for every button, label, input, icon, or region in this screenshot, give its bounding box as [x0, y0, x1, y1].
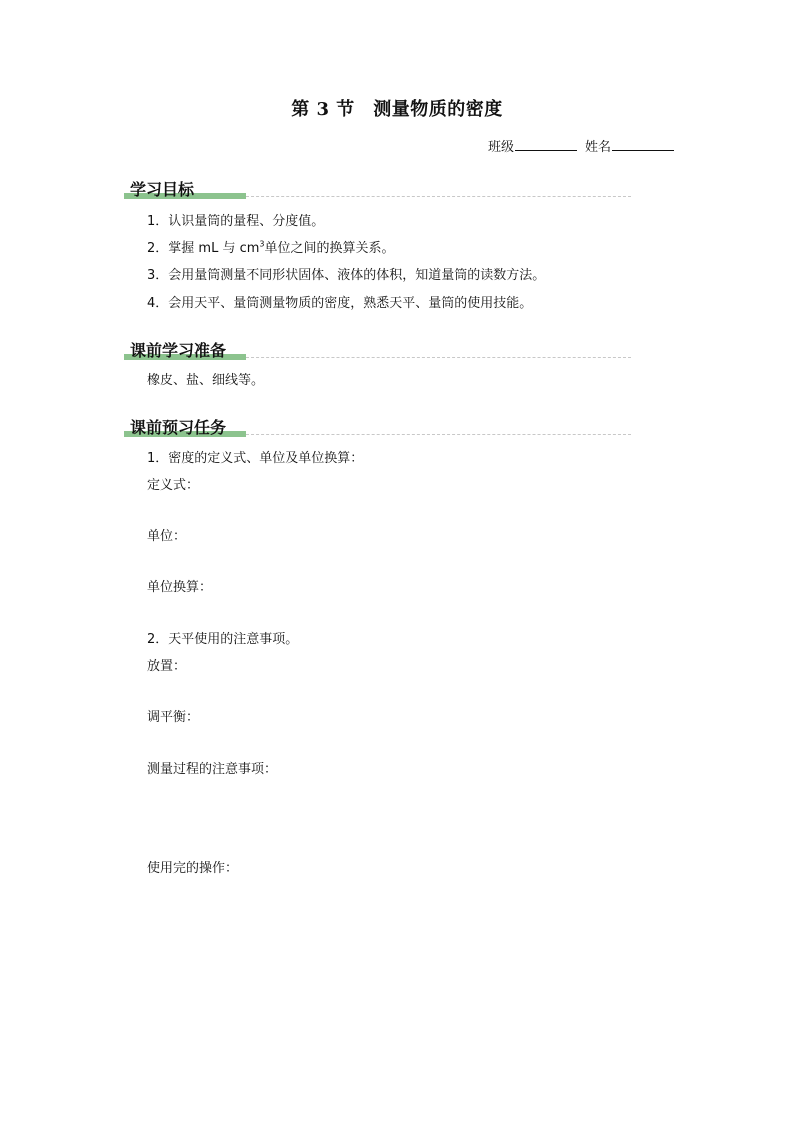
goal-item-2-tail: 单位之间的换算关系。 — [264, 241, 395, 256]
class-name-line — [488, 136, 674, 155]
section-prep-title: 课前学习准备 — [130, 341, 227, 360]
goal-item-4: 4．会用天平、量筒测量物质的密度，熟悉天平、量筒的使用技能。 — [147, 296, 533, 311]
preview-q2-measure: 测量过程的注意事项： — [147, 762, 278, 777]
section-preview-heading — [124, 415, 631, 441]
goal-item-2-sup: 3 — [259, 239, 265, 249]
preview-q1-formula: 定义式： — [147, 478, 200, 493]
class-blank[interactable] — [515, 137, 577, 151]
section-goals-heading — [124, 177, 631, 203]
preview-q1-conversion: 单位换算： — [147, 580, 213, 595]
page-title: 第 3 节 测量物质的密度 — [291, 99, 503, 120]
goal-item-1: 1．认识量筒的量程、分度值。 — [147, 214, 325, 229]
preview-q2: 2．天平使用的注意事项。 — [147, 632, 299, 647]
class-label: 班级 — [487, 140, 514, 155]
heading-dashed-rule — [246, 357, 631, 358]
heading-dashed-rule — [246, 434, 631, 435]
name-blank[interactable] — [612, 137, 674, 151]
name-label: 姓名 — [584, 140, 611, 155]
prep-text: 橡皮、盐、细线等。 — [147, 373, 265, 388]
preview-q1: 1．密度的定义式、单位及单位换算： — [147, 451, 364, 466]
goal-item-2-head: 2．掌握 mL 与 cm — [147, 241, 260, 256]
preview-q2-after: 使用完的操作： — [147, 861, 239, 876]
goal-item-3: 3．会用量筒测量不同形状固体、液体的体积，知道量筒的读数方法。 — [147, 268, 546, 283]
heading-dashed-rule — [246, 196, 631, 197]
preview-q2-place: 放置： — [147, 659, 187, 674]
name-field — [585, 136, 674, 155]
goal-item-2 — [147, 241, 395, 257]
preview-q2-balance: 调平衡： — [147, 710, 200, 725]
section-goals-title: 学习目标 — [130, 180, 195, 199]
section-preview-title: 课前预习任务 — [130, 418, 227, 437]
class-field — [488, 136, 577, 155]
preview-q1-unit: 单位： — [147, 529, 187, 544]
section-prep-heading — [124, 338, 631, 364]
